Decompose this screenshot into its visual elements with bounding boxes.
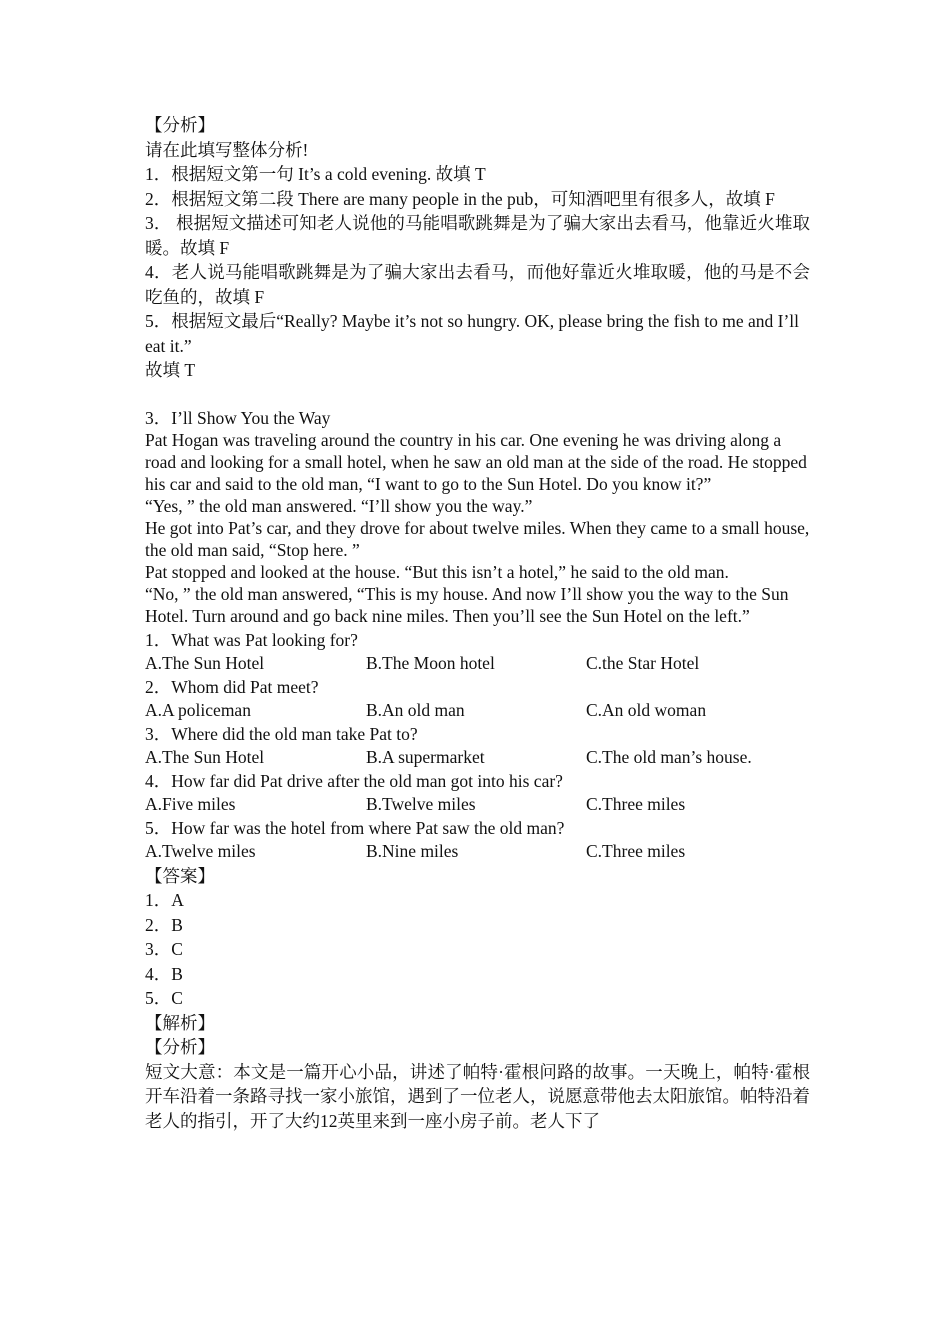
option-c: C.the Star Hotel: [586, 653, 700, 673]
option-c: C.An old woman: [586, 700, 707, 720]
option-b: B.An old man: [366, 700, 465, 720]
passage-paragraph: He got into Pat’s car, and they drove for about twelve miles. When they came to a small house, the old man said, “Stop here. ”: [145, 517, 810, 560]
option-c: C.The old man’s house.: [586, 747, 752, 767]
answer-item: 2．B: [145, 914, 183, 935]
analysis-item: 1．根据短文第一句 It’s a cold evening. 故填 T: [145, 164, 486, 184]
question-item: [145, 770, 810, 817]
question-text: 5．How far was the hotel from where Pat saw the old man?: [145, 817, 565, 838]
question-options: [145, 699, 810, 723]
analysis-item: 故填 T: [145, 360, 196, 380]
passage-paragraph: “Yes, ” the old man answered. “I’ll show you the way.”: [145, 495, 533, 516]
explanation-heading: 【解析】: [145, 1012, 215, 1033]
option-a: A.Five miles: [145, 794, 236, 814]
question-item: [145, 723, 810, 770]
question-text: 1．What was Pat looking for?: [145, 629, 358, 650]
question-options: [145, 746, 810, 770]
answers-heading: 【答案】: [145, 865, 215, 886]
question-item: [145, 676, 810, 723]
answers-section: [145, 864, 810, 1011]
analysis-section: [145, 113, 810, 383]
explanation-analysis-heading: 【分析】: [145, 1037, 215, 1057]
answer-item: 1．A: [145, 890, 184, 910]
question-options: [145, 652, 810, 676]
questions-section: [145, 629, 810, 864]
option-b: B.Nine miles: [366, 841, 459, 861]
explanation-section: [145, 1011, 810, 1134]
option-c: C.Three miles: [586, 794, 686, 814]
blank-line: [145, 383, 810, 407]
question-text: 2．Whom did Pat meet?: [145, 676, 319, 697]
question-item: [145, 817, 810, 864]
document-page: [145, 113, 810, 1133]
option-b: B.Twelve miles: [366, 794, 476, 814]
question-options: [145, 793, 810, 817]
passage-paragraph: Pat Hogan was traveling around the country in his car. One evening he was driving along a road and looking for a small hotel, when he saw an old man at the side of the road. He stopped his car and said to the old man, “I want to go to the Sun Hotel. Do you know it?”: [145, 429, 807, 494]
option-a: A.Twelve miles: [145, 841, 256, 861]
answer-item: 3．C: [145, 939, 183, 959]
option-a: A.The Sun Hotel: [145, 747, 265, 767]
option-a: A.The Sun Hotel: [145, 653, 265, 673]
analysis-heading: 【分析】: [145, 115, 215, 135]
analysis-item: 3． 根据短文描述可知老人说他的马能唱歌跳舞是为了骗大家出去看马，他靠近火堆取暖。故填 F: [145, 213, 810, 258]
answer-item: 4．B: [145, 963, 183, 984]
passage-paragraph: “No, ” the old man answered, “This is my house. And now I’ll show you the way to the Sun Hotel. Turn around and go back nine miles. Then you’ll see the Sun Hotel on the left.”: [145, 583, 789, 626]
question-options: [145, 840, 810, 864]
analysis-item: 2．根据短文第二段 There are many people in the pub，可知酒吧里有很多人，故填 F: [145, 188, 775, 209]
explanation-text: 短文大意：本文是一篇开心小品，讲述了帕特·霍根问路的故事。一天晚上，帕特·霍根开车沿着一条路寻找一家小旅馆，遇到了一位老人，说愿意带他去太阳旅馆。帕特沿着老人的指引，开了大约12英里来到一座小房子前。老人下了: [145, 1061, 810, 1131]
question-item: [145, 629, 810, 676]
passage-section: [145, 407, 810, 627]
option-b: B.The Moon hotel: [366, 653, 495, 673]
passage-title: 3．I’ll Show You the Way: [145, 407, 331, 428]
option-a: A.A policeman: [145, 700, 251, 720]
analysis-intro: 请在此填写整体分析!: [145, 139, 309, 160]
passage-paragraph: Pat stopped and looked at the house. “But this isn’t a hotel,” he said to the old man.: [145, 561, 729, 582]
option-c: C.Three miles: [586, 841, 686, 861]
analysis-item: 5．根据短文最后“Really? Maybe it’s not so hungry. OK, please bring the fish to me and I’ll eat it.”: [145, 311, 800, 356]
question-text: 3．Where did the old man take Pat to?: [145, 723, 418, 744]
question-text: 4．How far did Pat drive after the old man got into his car?: [145, 770, 563, 791]
option-b: B.A supermarket: [366, 747, 485, 767]
analysis-item: 4．老人说马能唱歌跳舞是为了骗大家出去看马，而他好靠近火堆取暖，他的马是不会吃鱼的，故填 F: [145, 262, 810, 307]
answer-item: 5．C: [145, 988, 183, 1008]
